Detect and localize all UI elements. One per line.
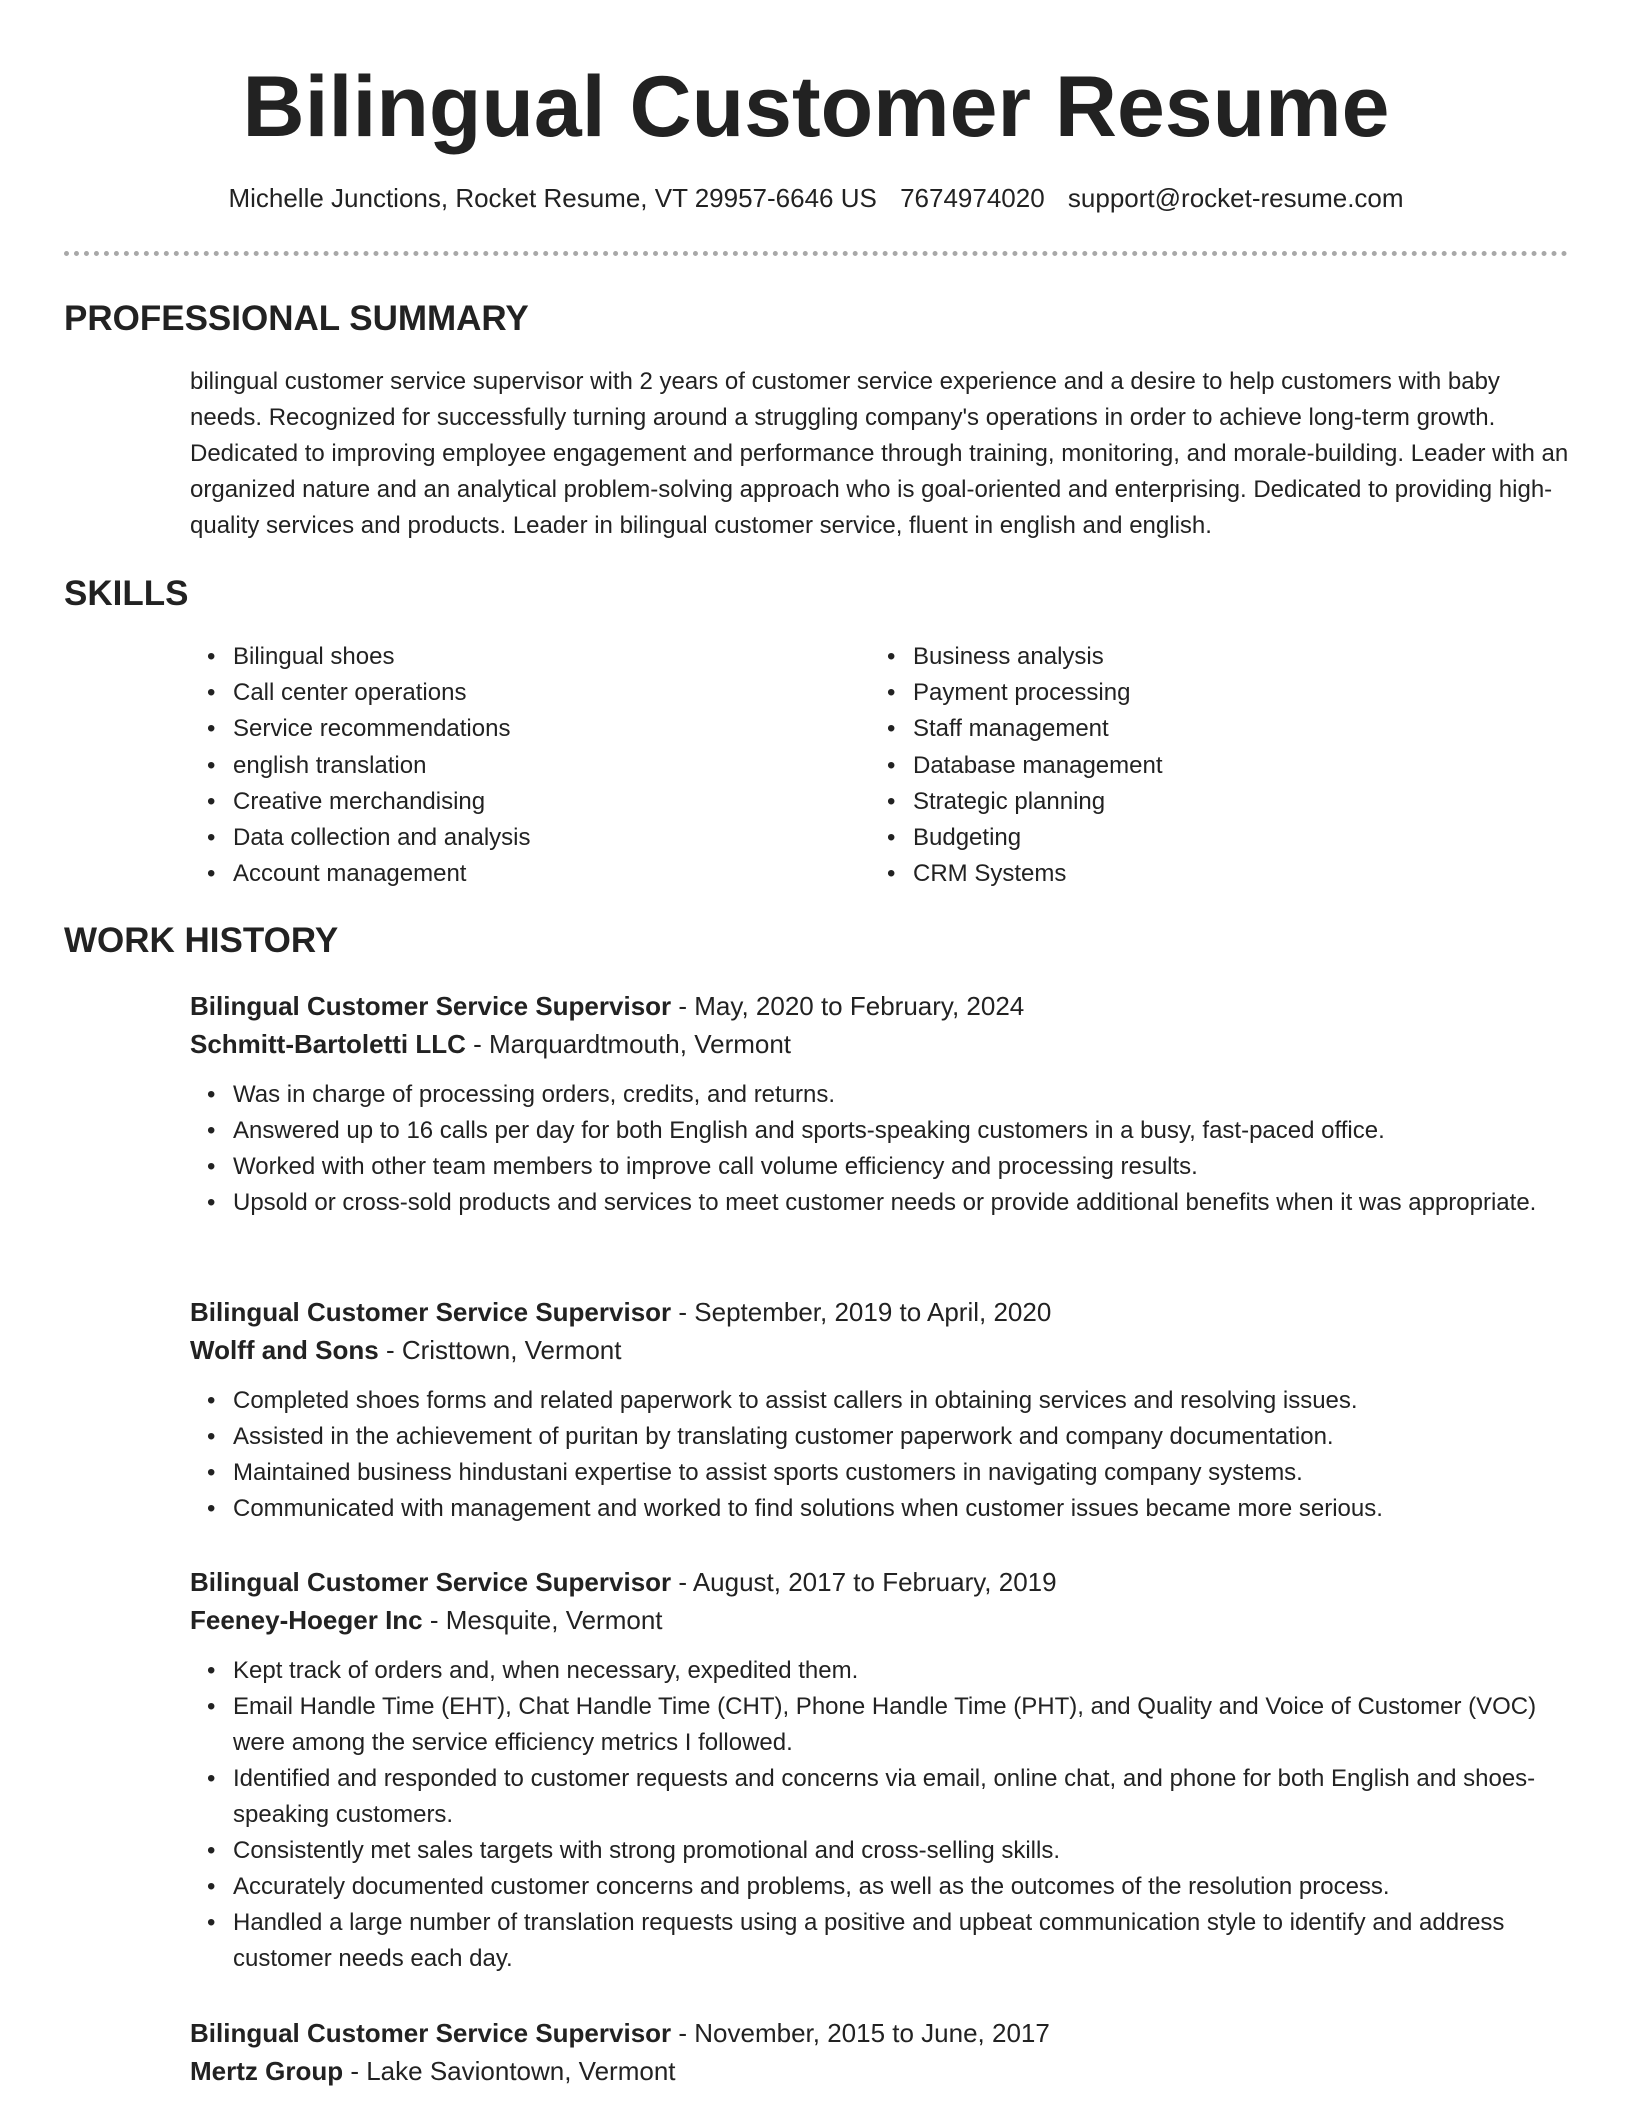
- bullet-icon: •: [207, 1117, 216, 1144]
- bullet-icon: •: [207, 1909, 216, 1936]
- bullet-icon: •: [207, 787, 216, 815]
- job-bullet-text: Communicated with management and worked to find solutions when customer issues became more serious.: [233, 1495, 1383, 1522]
- bullet-icon: •: [207, 1765, 216, 1792]
- skill-item: [207, 784, 531, 820]
- skill-item: [207, 639, 531, 675]
- bullet-icon: •: [887, 751, 896, 779]
- summary-heading: PROFESSIONAL SUMMARY: [64, 299, 529, 338]
- job-company: Mertz Group: [190, 2056, 344, 2086]
- job-company-line: [190, 1601, 1570, 1639]
- bullet-icon: •: [207, 1693, 216, 1720]
- skill-item: [887, 784, 1163, 820]
- skill-item: [207, 856, 531, 892]
- job-title-line: [190, 1293, 1570, 1331]
- job-location: - Marquardtmouth, Vermont: [465, 1029, 792, 1059]
- job-entry: [190, 987, 1570, 1221]
- job-bullet-text: Email Handle Time (EHT), Chat Handle Time (CHT), Phone Handle Time (PHT), and Quality and Voice of Customer (VOC) were among the service efficiency metrics I followed.: [233, 1693, 1537, 1756]
- job-bullet: [207, 1185, 1570, 1221]
- bullet-icon: •: [207, 823, 216, 851]
- job-bullet: [207, 1077, 1570, 1113]
- skill-item: [887, 639, 1163, 675]
- skill-label: english translation: [233, 751, 427, 779]
- job-bullet-text: Upsold or cross-sold products and services to meet customer needs or provide additional benefits when it was appropriate.: [233, 1189, 1537, 1216]
- job-bullet-text: Kept track of orders and, when necessary, expedited them.: [233, 1657, 859, 1684]
- job-bullet: [207, 1833, 1570, 1869]
- skill-item: [887, 856, 1163, 892]
- bullet-icon: •: [887, 860, 896, 888]
- job-bullet-text: Consistently met sales targets with strong promotional and cross-selling skills.: [233, 1837, 1061, 1864]
- job-bullet-text: Was in charge of processing orders, credits, and returns.: [233, 1081, 836, 1108]
- skill-item: [887, 820, 1163, 856]
- bullet-icon: •: [207, 1153, 216, 1180]
- job-bullet: [207, 1869, 1570, 1905]
- skill-item: [887, 748, 1163, 784]
- job-location: - Lake Saviontown, Vermont: [343, 2056, 676, 2086]
- job-bullet: [207, 1419, 1570, 1455]
- bullet-icon: •: [207, 1081, 216, 1108]
- job-title: Bilingual Customer Service Supervisor: [190, 1297, 672, 1327]
- resume-title: Bilingual Customer Resume: [242, 59, 1390, 155]
- skill-item: [887, 711, 1163, 747]
- job-dates: - August, 2017 to February, 2019: [671, 1567, 1057, 1597]
- bullet-icon: •: [207, 715, 216, 743]
- bullet-icon: •: [207, 1873, 216, 1900]
- job-bullet: [207, 1905, 1570, 1977]
- job-title: Bilingual Customer Service Supervisor: [190, 1567, 672, 1597]
- job-location: - Mesquite, Vermont: [422, 1605, 663, 1635]
- job-bullets: [190, 1383, 1570, 1527]
- skills-list-left: [207, 639, 531, 892]
- job-bullet-text: Answered up to 16 calls per day for both English and sports-speaking customers in a busy, fast-paced office.: [233, 1117, 1385, 1144]
- bullet-icon: •: [887, 787, 896, 815]
- skill-label: Data collection and analysis: [233, 823, 531, 851]
- skill-item: [207, 711, 531, 747]
- job-bullet: [207, 1689, 1570, 1761]
- contact-phone: 7674974020: [900, 183, 1045, 213]
- job-entry: [190, 1563, 1570, 1977]
- bullet-icon: •: [207, 1495, 216, 1522]
- job-bullet-text: Accurately documented customer concerns and problems, as well as the outcomes of the resolution process.: [233, 1873, 1390, 1900]
- job-bullet: [207, 1149, 1570, 1185]
- skill-item: [887, 675, 1163, 711]
- bullet-icon: •: [207, 1387, 216, 1414]
- job-bullet-text: Assisted in the achievement of puritan by translating customer paperwork and company documentation.: [233, 1423, 1334, 1450]
- job-bullet: [207, 1491, 1570, 1527]
- bullet-icon: •: [207, 1459, 216, 1486]
- job-company: Wolff and Sons: [190, 1335, 379, 1365]
- bullet-icon: •: [207, 1423, 216, 1450]
- bullet-icon: •: [207, 751, 216, 779]
- job-company-line: [190, 1025, 1570, 1063]
- job-bullet-text: Handled a large number of translation requests using a positive and upbeat communication style to identify and address customer needs each day.: [233, 1909, 1505, 1972]
- contact-address: Michelle Junctions, Rocket Resume, VT 29957-6646 US: [228, 183, 877, 213]
- skill-label: Creative merchandising: [233, 787, 486, 815]
- job-company: Schmitt-Bartoletti LLC: [190, 1029, 466, 1059]
- job-bullets: [190, 1653, 1570, 1977]
- bullet-icon: •: [207, 1657, 216, 1684]
- contact-line: [0, 180, 1632, 216]
- job-company-line: [190, 2052, 1570, 2090]
- skill-item: [207, 675, 531, 711]
- job-title: Bilingual Customer Service Supervisor: [190, 2018, 672, 2048]
- job-title: Bilingual Customer Service Supervisor: [190, 991, 672, 1021]
- skills-list-right: [887, 639, 1163, 892]
- header-divider: [64, 251, 1568, 256]
- job-bullet-text: Maintained business hindustani expertise to assist sports customers in navigating company systems.: [233, 1459, 1303, 1486]
- bullet-icon: •: [207, 679, 216, 707]
- job-title-line: [190, 987, 1570, 1025]
- skill-label: Budgeting: [913, 823, 1022, 851]
- job-bullet: [207, 1455, 1570, 1491]
- skill-item: [207, 820, 531, 856]
- skill-item: [207, 748, 531, 784]
- bullet-icon: •: [887, 643, 896, 670]
- skill-label: Staff management: [913, 715, 1109, 743]
- job-bullet-text: Completed shoes forms and related paperwork to assist callers in obtaining services and resolving issues.: [233, 1387, 1358, 1414]
- job-bullet: [207, 1113, 1570, 1149]
- job-title-line: [190, 1563, 1570, 1601]
- job-bullet: [207, 1653, 1570, 1689]
- job-bullet-text: Identified and responded to customer requests and concerns via email, online chat, and phone for both English and shoes-speaking customers.: [233, 1765, 1536, 1828]
- bullet-icon: •: [887, 679, 896, 707]
- job-title-line: [190, 2014, 1570, 2052]
- job-company-line: [190, 1331, 1570, 1369]
- bullet-icon: •: [207, 643, 216, 670]
- bullet-icon: •: [887, 715, 896, 743]
- job-bullet: [207, 1761, 1570, 1833]
- job-dates: - May, 2020 to February, 2024: [671, 991, 1025, 1021]
- summary-text: bilingual customer service supervisor with 2 years of customer service experience and a desire to help customers with baby needs. Recognized for successfully turning around a struggling company's operations in order to achieve long-term growth. Dedicated to improving employee engagement and performance through training, monitoring, and morale-building. Leader with an organized nature and an analytical problem-solving approach who is goal-oriented and enterprising. Dedicated to providing high-quality services and products. Leader in bilingual customer service, fluent in english and english.: [190, 368, 1569, 539]
- job-company: Feeney-Hoeger Inc: [190, 1605, 423, 1635]
- skill-label: Call center operations: [233, 679, 467, 707]
- skill-label: Account management: [233, 860, 467, 888]
- skill-label: Bilingual shoes: [233, 643, 395, 670]
- bullet-icon: •: [207, 1837, 216, 1864]
- job-location: - Cristtown, Vermont: [378, 1335, 622, 1365]
- bullet-icon: •: [207, 1189, 216, 1216]
- skill-label: Business analysis: [913, 643, 1104, 670]
- skill-label: Strategic planning: [913, 787, 1106, 815]
- job-entry: [190, 1293, 1570, 1527]
- skills-heading: SKILLS: [64, 574, 189, 613]
- contact-email: support@rocket-resume.com: [1067, 183, 1404, 213]
- skill-label: Service recommendations: [233, 715, 511, 743]
- work-history-heading: WORK HISTORY: [64, 921, 339, 960]
- job-dates: - November, 2015 to June, 2017: [671, 2018, 1050, 2048]
- job-dates: - September, 2019 to April, 2020: [671, 1297, 1052, 1327]
- job-entry: [190, 2014, 1570, 2090]
- skill-label: Database management: [913, 751, 1163, 779]
- job-bullet-text: Worked with other team members to improve call volume efficiency and processing results.: [233, 1153, 1198, 1180]
- skill-label: CRM Systems: [913, 860, 1067, 888]
- job-bullets: [190, 1077, 1570, 1221]
- bullet-icon: •: [207, 860, 216, 888]
- bullet-icon: •: [887, 823, 896, 851]
- skill-label: Payment processing: [913, 679, 1131, 707]
- job-bullet: [207, 1383, 1570, 1419]
